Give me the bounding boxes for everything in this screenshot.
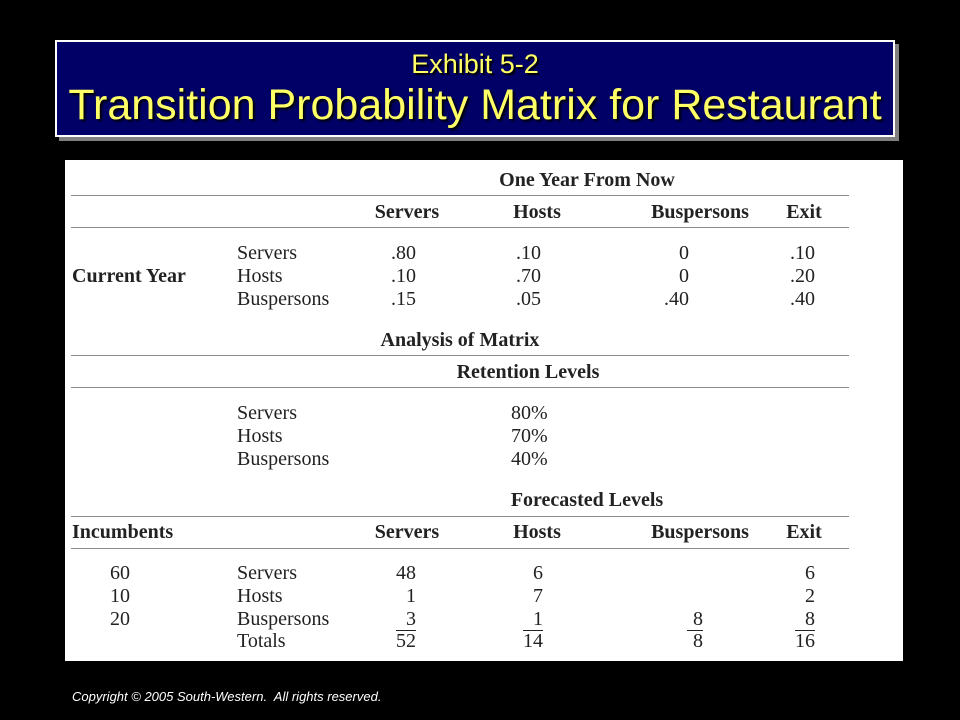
- retention-heading: Retention Levels: [456, 361, 600, 383]
- exhibit-label: Exhibit 5-2: [411, 49, 539, 79]
- forecast-cell: 1: [406, 585, 416, 607]
- forecast-first-column-header: Incumbents: [72, 521, 174, 543]
- forecast-totals-label: Totals: [237, 630, 286, 652]
- matrix-cell: .70: [516, 265, 541, 287]
- matrix-cell: .40: [664, 288, 689, 310]
- matrix-column-header: Buspersons: [651, 201, 749, 223]
- matrix-column-header: Servers: [374, 201, 440, 223]
- matrix-column-header: Exit: [786, 201, 822, 223]
- forecast-sum-cell: [643, 608, 703, 631]
- forecast-row-label: Buspersons: [237, 608, 330, 630]
- forecast-cell: 1: [523, 608, 543, 631]
- forecast-total: 14: [523, 630, 543, 652]
- forecast-cell: 2: [805, 585, 815, 607]
- retention-row-label: Hosts: [237, 425, 283, 447]
- forecast-total: 8: [693, 630, 703, 652]
- forecast-heading: Forecasted Levels: [510, 489, 664, 511]
- retention-row-label: Servers: [237, 402, 297, 424]
- matrix-column-header: Hosts: [513, 201, 561, 223]
- retention-value: 40%: [511, 448, 548, 470]
- title-box: [55, 40, 895, 137]
- analysis-heading: Analysis of Matrix: [380, 329, 540, 351]
- matrix-cell: .10: [790, 242, 815, 264]
- matrix-cell: 0: [679, 242, 689, 264]
- table-rule: [71, 195, 849, 196]
- forecast-sum-cell: [755, 608, 815, 631]
- forecast-incumbents: 60: [110, 562, 130, 584]
- matrix-cell: .05: [516, 288, 541, 310]
- matrix-cell: .80: [391, 242, 416, 264]
- table-rule: [71, 355, 849, 356]
- matrix-cell: .10: [516, 242, 541, 264]
- copyright-notice: Copyright © 2005 South-Western. All rights reserved.: [72, 689, 382, 704]
- forecast-row-label: Servers: [237, 562, 297, 584]
- matrix-cell: .20: [790, 265, 815, 287]
- forecast-cell: 8: [687, 608, 703, 631]
- matrix-heading: One Year From Now: [499, 169, 675, 191]
- forecast-cell: 6: [533, 562, 543, 584]
- forecast-column-header: Hosts: [513, 521, 561, 543]
- forecast-column-header: Buspersons: [651, 521, 749, 543]
- retention-row-label: Buspersons: [237, 448, 330, 470]
- forecast-sum-cell: [356, 608, 416, 631]
- forecast-total: 16: [795, 630, 815, 652]
- matrix-cell: 0: [679, 265, 689, 287]
- forecast-cell: 8: [795, 608, 815, 631]
- retention-value: 80%: [511, 402, 548, 424]
- matrix-row-group-label: Current Year: [72, 265, 186, 287]
- retention-value: 70%: [511, 425, 548, 447]
- forecast-total: 52: [396, 630, 416, 652]
- table-rule: [71, 227, 849, 228]
- forecast-cell: 7: [533, 585, 543, 607]
- forecast-cell: 48: [396, 562, 416, 584]
- matrix-row-label: Servers: [237, 242, 297, 264]
- matrix-cell: .10: [391, 265, 416, 287]
- forecast-incumbents: 10: [110, 585, 130, 607]
- forecast-cell: 6: [805, 562, 815, 584]
- matrix-row-label: Hosts: [237, 265, 283, 287]
- exhibit-table: [65, 160, 903, 661]
- matrix-cell: .40: [790, 288, 815, 310]
- table-rule: [71, 387, 849, 388]
- matrix-cell: .15: [391, 288, 416, 310]
- matrix-row-label: Buspersons: [237, 288, 330, 310]
- slide-title: Transition Probability Matrix for Restaurant: [68, 81, 882, 129]
- table-rule: [71, 548, 849, 549]
- forecast-row-label: Hosts: [237, 585, 283, 607]
- forecast-column-header: Exit: [786, 521, 822, 543]
- forecast-incumbents: 20: [110, 608, 130, 630]
- table-rule: [71, 516, 849, 517]
- forecast-column-header: Servers: [374, 521, 440, 543]
- forecast-sum-cell: [483, 608, 543, 631]
- forecast-cell: 3: [396, 608, 416, 631]
